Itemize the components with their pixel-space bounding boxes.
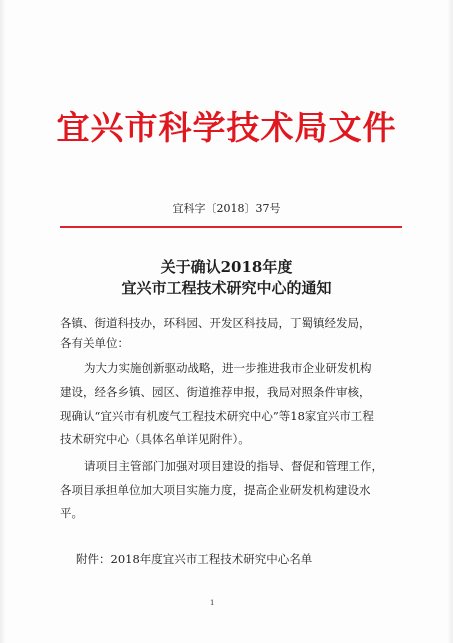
- document-header-title: 宜兴市科学技术局文件: [56, 108, 397, 147]
- addressee-line1: 各镇、街道科技办，环科园、开发区科技局，丁蜀镇经发局，: [60, 316, 371, 330]
- paragraph1-line2: 建设，经各乡镇、园区、街道推荐申报，我局对照条件审核，: [60, 385, 371, 399]
- paragraph1-line4: 技术研究中心（具体名单详见附件）。: [60, 432, 250, 446]
- notice-title-line2: 宜兴市工程技术研究中心的通知: [121, 279, 332, 297]
- paragraph1-line3: 现确认“宜兴市有机废气工程技术研究中心”等18家宜兴市工程: [60, 409, 374, 423]
- page-number: 1: [210, 599, 215, 607]
- paragraph1-line1: 为大力实施创新驱动战略，进一步推进我市企业研发机构: [84, 361, 372, 375]
- red-divider-rule: [60, 226, 402, 228]
- notice-title-line1: 关于确认2018年度: [160, 258, 293, 276]
- page-left-edge: [0, 0, 6, 643]
- addressee-line2: 各有关单位：: [60, 336, 129, 350]
- paragraph2-line1: 请项目主管部门加强对项目建设的指导、督促和管理工作，: [84, 459, 383, 473]
- paragraph2-line2: 各项目承担单位加大项目实施力度，提高企业研发机构建设水: [60, 483, 371, 497]
- page-right-edge: [447, 0, 453, 643]
- document-number: 宜科字〔2018〕37号: [172, 202, 281, 215]
- paragraph2-line3: 平。: [60, 506, 83, 520]
- attachment-line: 附件：2018年度宜兴市工程技术研究中心名单: [76, 552, 313, 566]
